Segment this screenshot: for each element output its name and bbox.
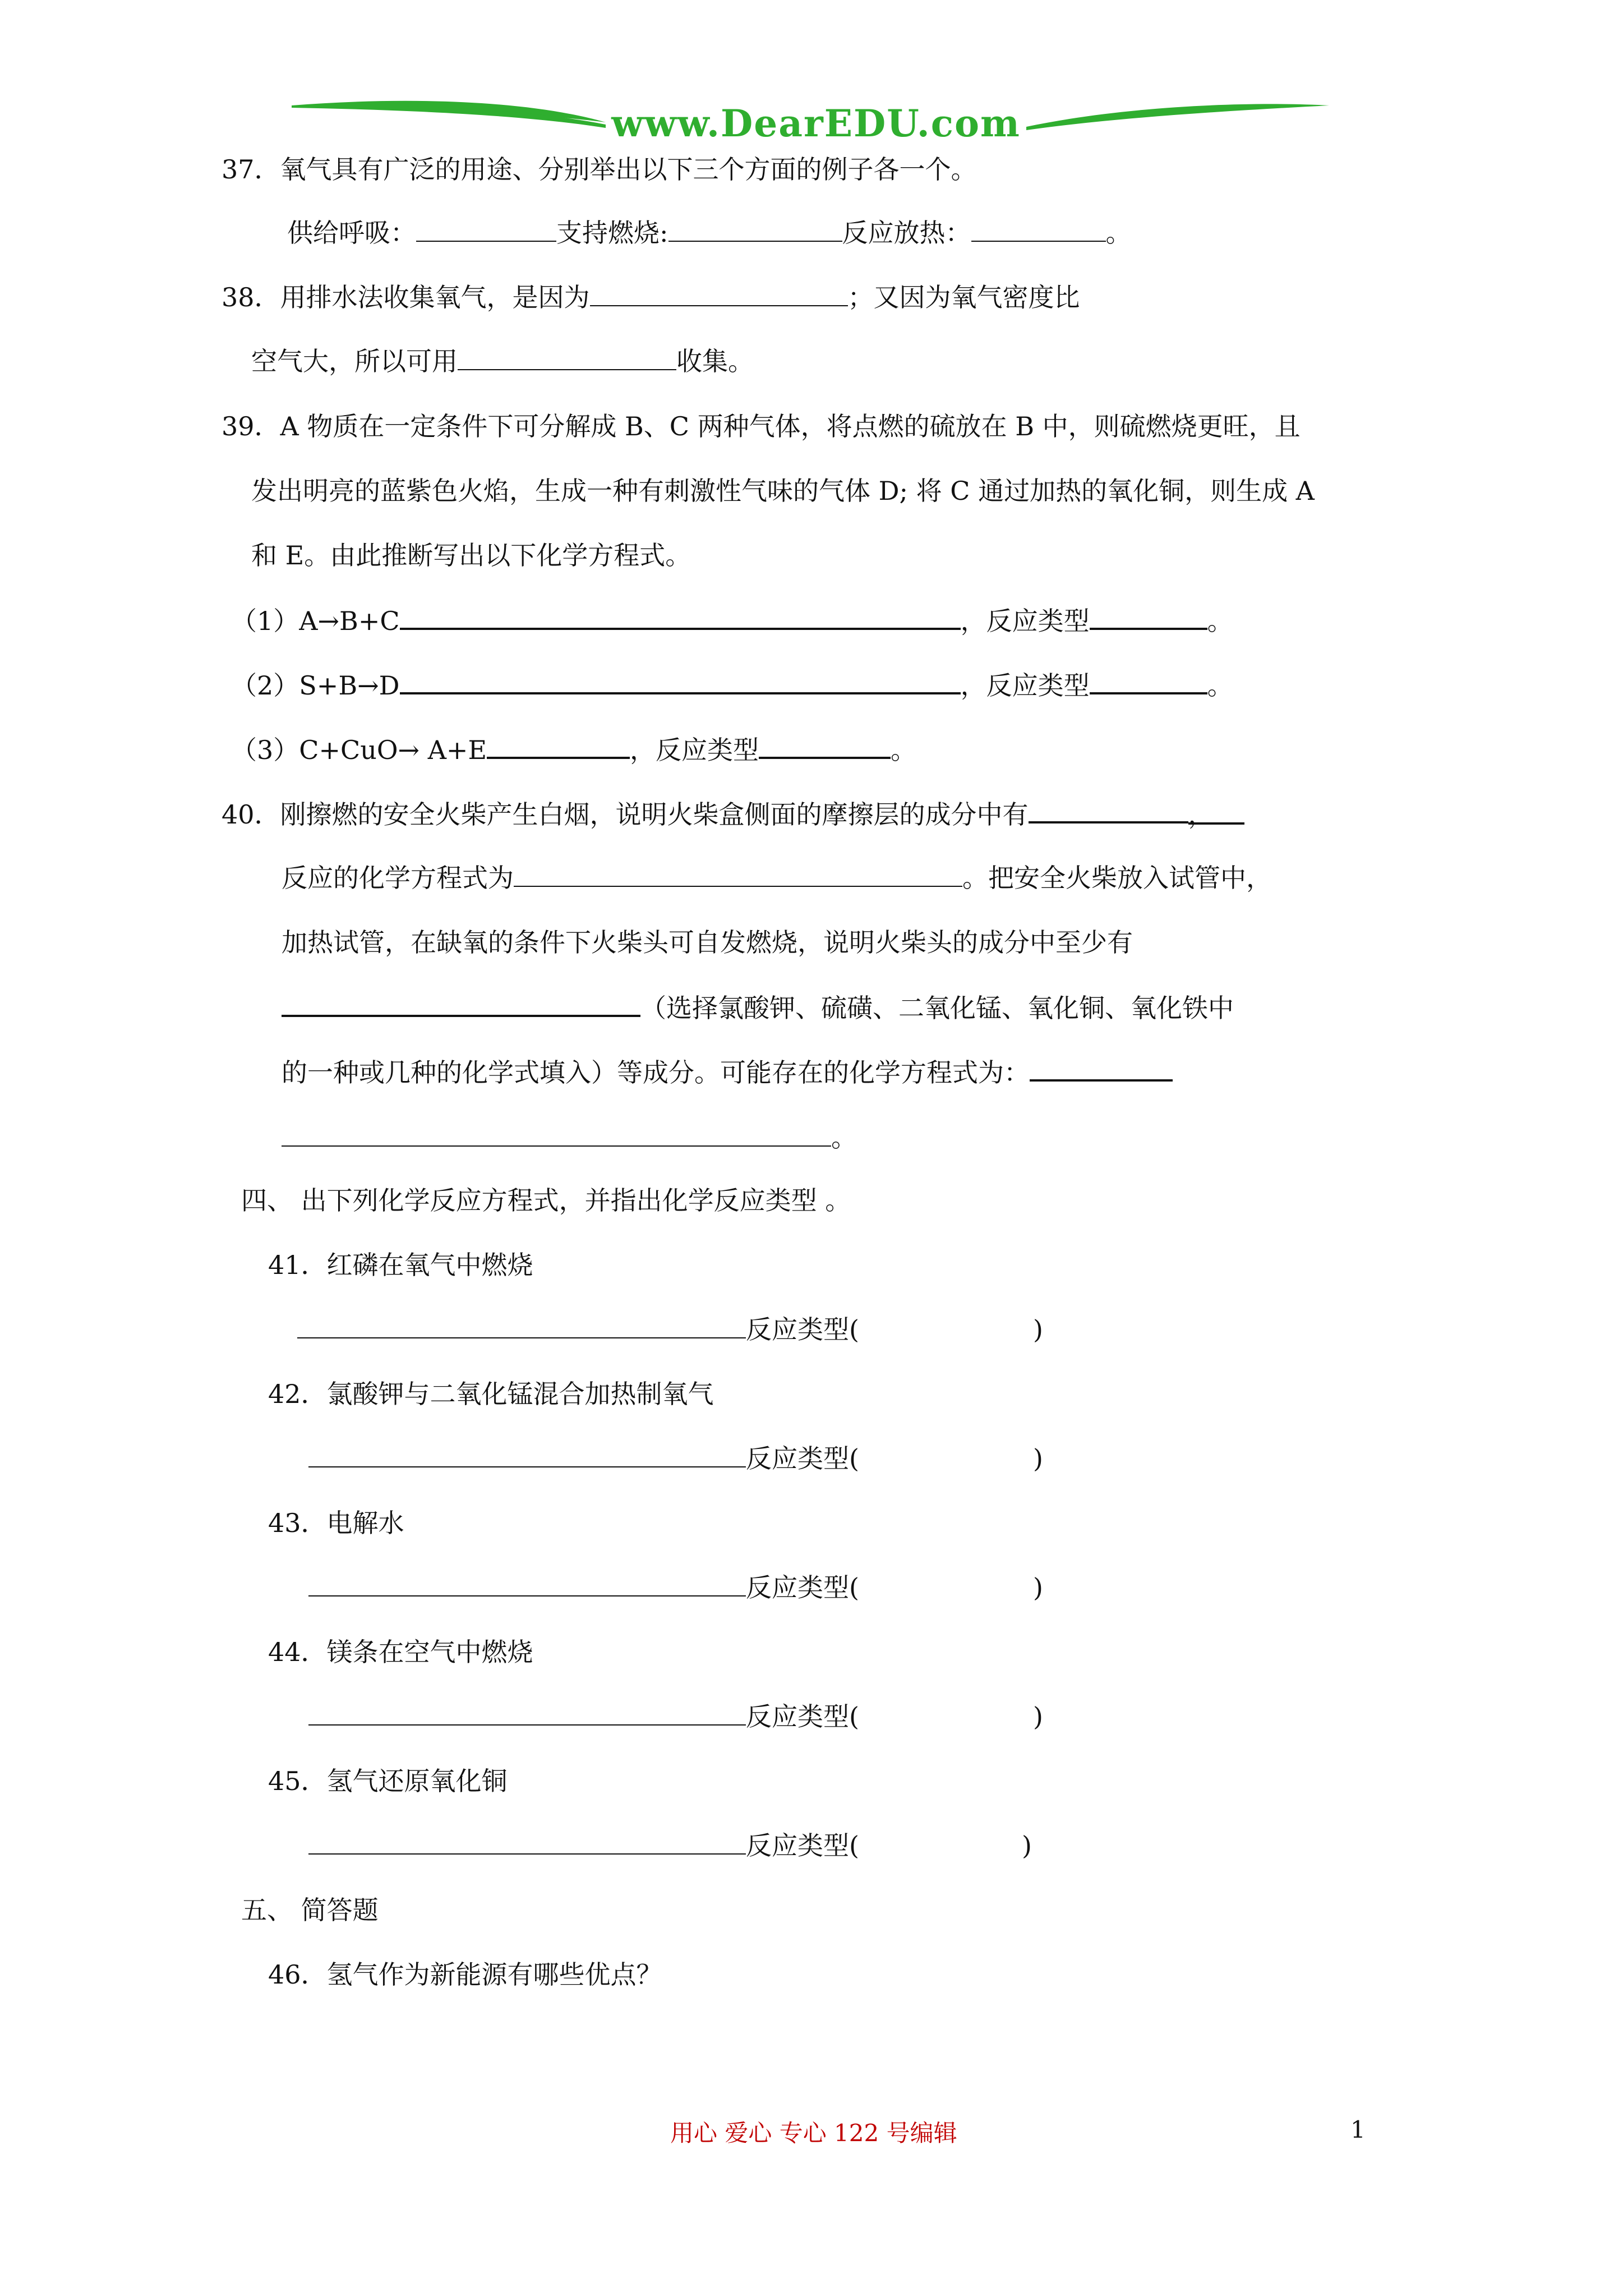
q40-text-1: 40．刚擦燃的安全火柴产生白烟，说明火柴盒侧面的摩擦层的成分中有 xyxy=(222,799,1029,830)
q45-answer-row xyxy=(308,1829,1032,1862)
q40-text-2a: 反应的化学方程式为 xyxy=(282,863,514,893)
footer-text: 用心 爱心 专心 122 号编辑 xyxy=(670,2119,957,2147)
q38-blank-1[interactable] xyxy=(590,280,848,306)
q39-line1: 39．A 物质在一定条件下可分解成 B、C 两种气体，将点燃的硫放在 B 中，则硫燃烧更旺，且 xyxy=(222,411,1301,441)
q46-text: 46．氢气作为新能源有哪些优点？ xyxy=(268,1959,662,1990)
q44-answer-row xyxy=(308,1700,1043,1733)
q42-text: 42．氯酸钾与二氧化锰混合加热制氧气 xyxy=(268,1379,714,1409)
q39-item-2-equation-blank[interactable] xyxy=(400,668,961,694)
q43-answer-row xyxy=(308,1571,1043,1604)
q38-text-c: 空气大，所以可用 xyxy=(251,346,458,376)
q40-line5 xyxy=(282,1055,1173,1089)
q40-line4 xyxy=(282,990,1234,1025)
q43-close: ) xyxy=(1032,1572,1043,1603)
q39-item-1-equation-blank[interactable] xyxy=(400,603,961,630)
q40-blank-1[interactable] xyxy=(1029,797,1188,823)
q40-blank-2[interactable] xyxy=(514,861,962,887)
q42-close: ) xyxy=(1032,1443,1043,1474)
q38-text-a: 38．用排水法收集氧气，是因为 xyxy=(222,282,590,312)
q44-equation-blank[interactable] xyxy=(308,1700,746,1726)
q38-text-b: ；又因为氧气密度比 xyxy=(847,282,1080,312)
q37-blanks xyxy=(287,216,1132,250)
q39-item-1-type-label: ，反应类型 xyxy=(960,606,1090,636)
q37-label-b: 支持燃烧: xyxy=(556,218,668,248)
q39-item-1-label: （1）A→B+C xyxy=(231,606,400,636)
page-number: 1 xyxy=(1350,2116,1366,2143)
q39-item-2-type-label: ，反应类型 xyxy=(960,670,1090,701)
q39-line2: 发出明亮的蓝紫色火焰，生成一种有刺激性气味的气体 D; 将 C 通过加热的氧化铜，则生成 A xyxy=(251,476,1315,506)
q43-text: 43．电解水 xyxy=(268,1508,404,1538)
q40-text-4: （选择氯酸钾、硫磺、二氧化锰、氧化铜、氧化铁中 xyxy=(640,993,1234,1023)
q40-line2 xyxy=(282,861,1272,895)
section4-title: 四、 出下列化学反应方程式，并指出化学反应类型 。 xyxy=(241,1185,851,1216)
q37-end: 。 xyxy=(1105,218,1132,248)
q42-answer-row xyxy=(308,1442,1043,1475)
q40-blank-5[interactable] xyxy=(282,1121,831,1147)
q39-item-1 xyxy=(231,603,1233,638)
q44-close: ) xyxy=(1032,1701,1043,1732)
q37-blank-a[interactable] xyxy=(416,216,556,242)
q39-item-3 xyxy=(231,732,916,767)
q39-item-2 xyxy=(231,668,1233,702)
q39-item-1-end: 。 xyxy=(1207,606,1233,636)
q39-item-2-label: （2）S+B→D xyxy=(231,670,400,701)
q40-line1 xyxy=(222,797,1244,831)
q39-item-1-type-blank[interactable] xyxy=(1090,603,1207,630)
q42-equation-blank[interactable] xyxy=(308,1442,746,1467)
q37-text: 37．氧气具有广泛的用途、分别举出以下三个方面的例子各一个。 xyxy=(222,154,977,185)
q40-blank-4[interactable] xyxy=(1030,1055,1173,1082)
q45-equation-blank[interactable] xyxy=(308,1829,746,1855)
q39-line3: 和 E。由此推断写出以下化学方程式。 xyxy=(251,540,691,570)
q45-type-label: 反应类型( xyxy=(746,1830,859,1861)
q37-label-a: 供给呼吸： xyxy=(287,218,416,248)
q40-line3: 加热试管，在缺氧的条件下火柴头可自发燃烧，说明火柴头的成分中至少有 xyxy=(282,927,1133,958)
q41-type-label: 反应类型( xyxy=(746,1314,859,1345)
q40-text-6: 。 xyxy=(831,1122,857,1153)
q41-answer-row xyxy=(297,1313,1043,1346)
q40-text-2b: 。把安全火柴放入试管中， xyxy=(962,863,1272,893)
q41-equation-blank[interactable] xyxy=(297,1313,746,1338)
q39-item-2-end: 。 xyxy=(1207,670,1233,701)
q43-equation-blank[interactable] xyxy=(308,1571,746,1596)
q37-blank-c[interactable] xyxy=(971,216,1106,242)
q40-comma: ， xyxy=(1188,798,1244,825)
q39-item-3-type-blank[interactable] xyxy=(759,732,891,759)
q40-text-5: 的一种或几种的化学式填入）等成分。可能存在的化学方程式为： xyxy=(282,1057,1030,1088)
q40-blank-3[interactable] xyxy=(282,990,640,1017)
q43-type-label: 反应类型( xyxy=(746,1572,859,1603)
q38-line2 xyxy=(251,344,754,378)
logo-text: www.DearEDU.com xyxy=(611,102,1021,145)
q45-text: 45．氢气还原氧化铜 xyxy=(268,1766,508,1796)
q39-item-3-label: （3）C+CuO→ A+E xyxy=(231,735,487,765)
q38-blank-2[interactable] xyxy=(458,344,676,370)
q39-item-2-type-blank[interactable] xyxy=(1090,668,1207,694)
q40-line6 xyxy=(282,1121,857,1154)
q44-type-label: 反应类型( xyxy=(746,1701,859,1732)
q39-item-3-end: 。 xyxy=(891,735,917,765)
q45-close: ) xyxy=(1021,1830,1032,1861)
q41-close: ) xyxy=(1032,1314,1043,1345)
q44-text: 44．镁条在空气中燃烧 xyxy=(268,1637,533,1667)
header-logo xyxy=(292,95,1340,151)
section5-title: 五、 简答题 xyxy=(241,1895,379,1925)
q38-text-d: 收集。 xyxy=(676,346,754,376)
q37-blank-b[interactable] xyxy=(668,216,842,242)
q39-item-3-type-label: ，反应类型 xyxy=(630,735,759,765)
q41-text: 41．红磷在氧气中燃烧 xyxy=(268,1250,533,1280)
q38-line1 xyxy=(222,280,1080,314)
q42-type-label: 反应类型( xyxy=(746,1443,859,1474)
q37-label-c: 反应放热： xyxy=(842,218,971,248)
q39-item-3-equation-blank[interactable] xyxy=(487,732,630,759)
